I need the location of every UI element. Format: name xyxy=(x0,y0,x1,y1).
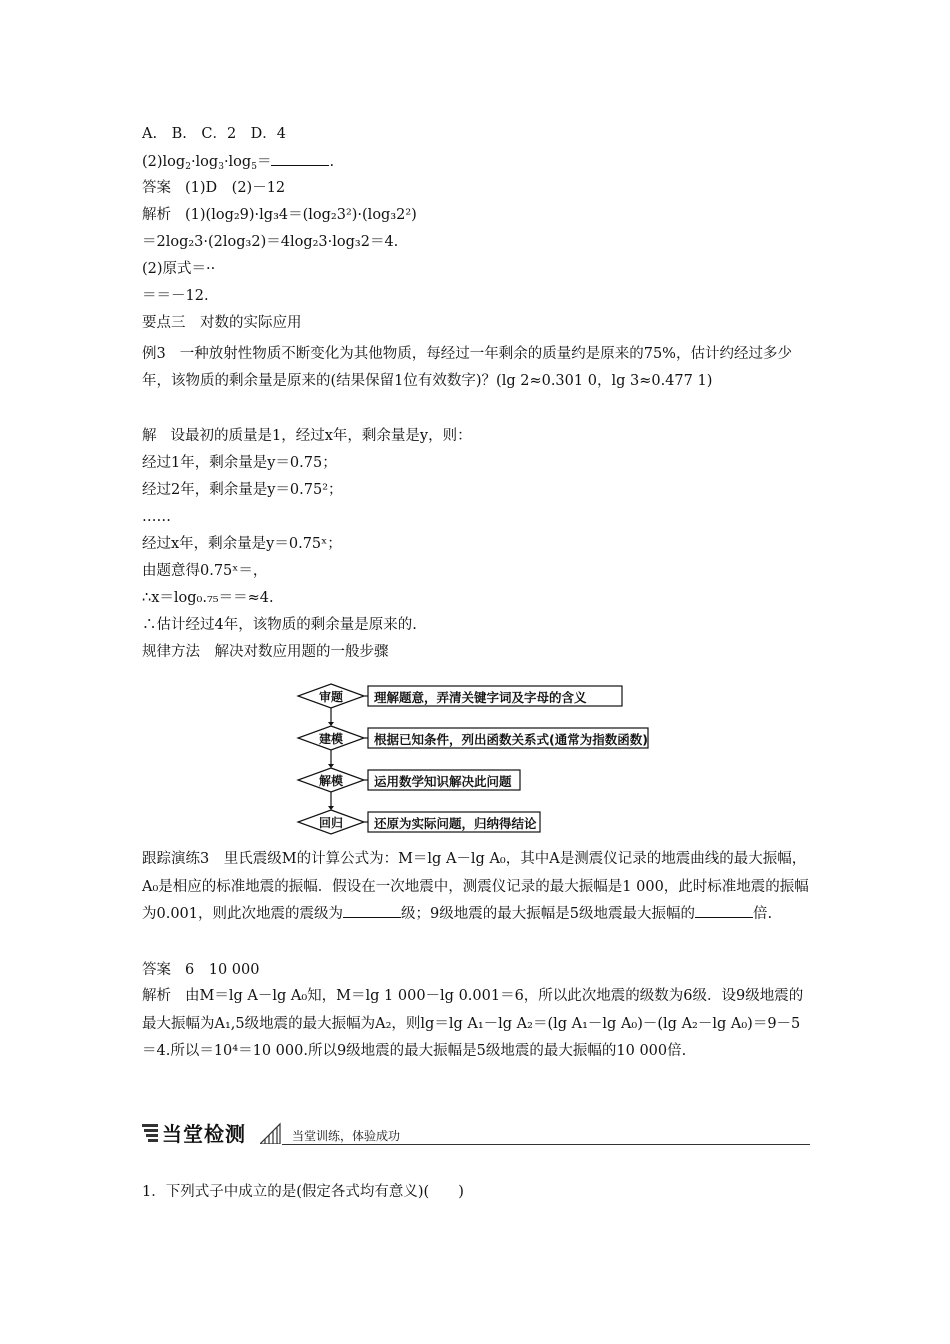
answer-blank xyxy=(271,151,329,166)
step-4-text: 还原为实际问题，归纳得结论 xyxy=(374,816,537,831)
analysis-line-2: ＝2log₂3·(2log₃2)＝4log₂3·log₃2＝4. xyxy=(142,234,399,250)
solution-line-5: 经过x年，剩余量是y＝0.75ˣ； xyxy=(142,536,342,552)
step-2-text: 根据已知条件，列出函数关系式(通常为指数函数) xyxy=(374,732,648,747)
practice-answer: 答案 6 10 000 xyxy=(142,962,260,978)
step-3-tag: 解模 xyxy=(318,774,343,788)
steps-flowchart xyxy=(296,680,656,840)
magnitude-blank xyxy=(343,903,401,918)
check-section-header xyxy=(142,1118,810,1148)
check-subtitle: 当堂训练，体验成功 xyxy=(292,1129,401,1143)
solution-line-8: ∴估计经过4年，该物质的剩余量是原来的. xyxy=(142,617,417,633)
solution-line-3: 经过2年，剩余量是y＝0.75²； xyxy=(142,482,343,498)
step-1-text: 理解题意，弄清关键字词及字母的含义 xyxy=(374,690,587,705)
solution-line-1: 解 设最初的质量是1，经过x年，剩余量是y，则： xyxy=(142,428,472,444)
analysis-line-4: ＝＝－12. xyxy=(142,288,209,304)
question-2: $(2)\log_2\cdot\log_3\cdot\log_5=$ . xyxy=(142,151,334,177)
step-1-tag: 审题 xyxy=(318,690,343,704)
analysis-line-3: (2)原式＝·· xyxy=(142,261,216,277)
step-2-tag: 建模 xyxy=(318,732,343,746)
solution-line-2: 经过1年，剩余量是y＝0.75； xyxy=(142,455,337,471)
check-question-1: 1．下列式子中成立的是(假定各式均有意义)( ) xyxy=(142,1184,464,1200)
practice-3: 跟踪演练3 里氏震级M的计算公式为：M＝lg A－lg A₀，其中A是测震仪记录的地震曲线的最大振幅，A₀是相应的标准地震的振幅．假设在一次地震中，测震仪记录的最大振幅是1 000，此时标准地震的振幅为0.001，则此次地震的震级为 级；9级地震的最大振幅是5级地震最大振幅的 倍. xyxy=(142,851,809,922)
solution-ellipsis: …… xyxy=(142,509,171,525)
practice-analysis: 解析 由M＝lg A－lg A₀知，M＝lg 1 000－lg 0.001＝6，所以此次地震的级数为6级．设9级地震的最大振幅为A₁,5级地震的最大振幅为A₂，则lg＝lg A₁－lg A₂＝(lg A₁－lg A₀)－(lg A₂－lg A₀)＝9－5＝4.所以＝10⁴＝10 000.所以9级地震的最大振幅是5级地震的最大振幅的10 000倍. xyxy=(142,988,804,1059)
check-title: 当堂检测 xyxy=(162,1122,246,1146)
stripe-right-icon xyxy=(260,1122,282,1144)
step-3-text: 运用数学知识解决此问题 xyxy=(374,774,512,789)
analysis-line-1: 解析 (1)(log₂9)·lg₃4＝(log₂3²)·(log₃2²) xyxy=(142,207,417,223)
solution-line-7: ∴x＝log₀.₇₅＝＝≈4. xyxy=(142,590,274,606)
section-heading: 要点三 对数的实际应用 xyxy=(142,315,302,331)
options-line: A. B. C．2 D．4 xyxy=(142,126,287,142)
step-4-tag: 回归 xyxy=(318,816,343,830)
answer-line: 答案 (1)D (2)－12 xyxy=(142,180,286,196)
method-heading: 规律方法 解决对数应用题的一般步骤 xyxy=(142,644,389,660)
section-rule xyxy=(282,1144,810,1145)
example-3: 例3 一种放射性物质不断变化为其他物质，每经过一年剩余的质量约是原来的75%，估计约经过多少年，该物质的剩余量是原来的(结果保留1位有效数字)？(lg 2≈0.301 0，lg 3≈0.477 1) xyxy=(142,346,792,389)
ratio-blank xyxy=(695,903,753,918)
solution-line-6: 由题意得0.75ˣ＝， xyxy=(142,563,268,579)
stripe-left-icon xyxy=(142,1122,162,1144)
